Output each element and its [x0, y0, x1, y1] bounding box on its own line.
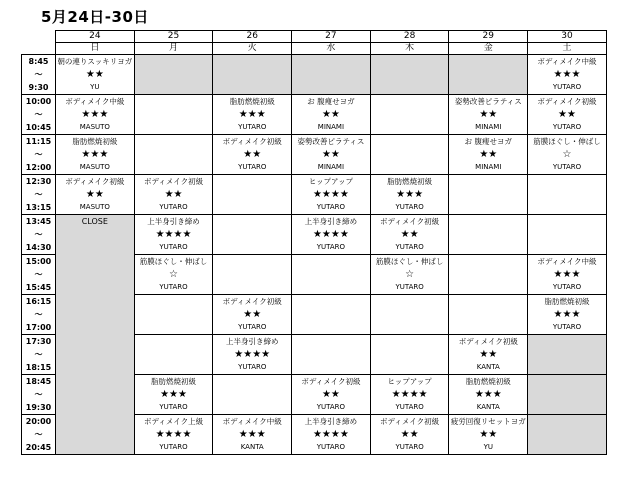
time-slot	[22, 295, 56, 335]
class-cell	[213, 135, 292, 175]
instructor-name: YUTARO	[552, 123, 582, 131]
empty-cell	[213, 175, 292, 215]
class-name: ボディメイク初級	[222, 297, 282, 306]
instructor-name: YUTARO	[395, 403, 424, 411]
instructor-name: YUTARO	[159, 243, 188, 251]
difficulty-stars: ★★	[558, 109, 576, 120]
empty-cell	[134, 95, 213, 135]
class-cell	[292, 375, 371, 415]
instructor-name: YUTARO	[159, 403, 188, 411]
class-cell	[449, 335, 528, 375]
page-title: 5月24日-30日	[41, 8, 149, 26]
class-cell	[370, 255, 449, 295]
class-cell	[449, 415, 528, 455]
empty-cell	[449, 175, 528, 215]
empty-cell	[213, 215, 292, 255]
difficulty-stars: ★★	[321, 109, 340, 120]
empty-cell	[134, 335, 213, 375]
instructor-name: MASUTO	[79, 203, 110, 211]
closed-cell	[528, 415, 607, 455]
date-header-row	[22, 31, 607, 43]
time-sep: ～	[34, 390, 43, 399]
closed-cell	[370, 55, 449, 95]
difficulty-stars: ★★★★	[312, 189, 349, 200]
instructor-name: YUTARO	[159, 443, 188, 451]
instructor-name: YUTARO	[552, 163, 582, 171]
class-name: 脂肪燃焼初級	[151, 377, 197, 386]
instructor-name: YUTARO	[316, 243, 346, 251]
class-cell	[134, 215, 213, 255]
weekday-header: 土	[528, 43, 607, 55]
instructor-name: YUTARO	[316, 403, 346, 411]
closed-cell	[449, 55, 528, 95]
difficulty-stars: ★★★★	[312, 229, 349, 240]
class-cell	[213, 415, 292, 455]
time-slot	[22, 375, 56, 415]
instructor-name: YU	[483, 443, 493, 451]
time-sep: ～	[34, 190, 43, 199]
class-name: 脂肪燃焼初級	[465, 377, 511, 386]
class-name: 姿勢改善ピラティス	[454, 97, 522, 106]
closed-cell	[528, 335, 607, 375]
class-cell	[370, 175, 449, 215]
weekday-header: 水	[292, 43, 371, 55]
instructor-name: YUTARO	[238, 123, 267, 131]
time-start: 18:45	[25, 377, 52, 386]
instructor-name: YUTARO	[395, 243, 424, 251]
instructor-name: YUTARO	[238, 323, 267, 331]
closed-cell	[134, 55, 213, 95]
empty-cell	[528, 215, 607, 255]
class-name: 上半身引き締め	[147, 217, 200, 226]
class-name: 朝の連りスッキリヨガ	[57, 57, 133, 66]
difficulty-stars: ★★	[400, 429, 419, 440]
class-name: ボディメイク初級	[458, 337, 518, 346]
time-sep: ～	[34, 350, 43, 359]
time-start: 15:00	[25, 257, 52, 266]
class-cell	[56, 55, 135, 95]
difficulty-stars: ★★	[243, 309, 262, 320]
schedule-table	[21, 30, 607, 455]
time-end: 17:00	[25, 323, 52, 332]
time-end: 14:30	[25, 243, 52, 252]
instructor-name: YUTARO	[395, 443, 424, 451]
difficulty-stars: ★★★	[160, 389, 187, 400]
instructor-name: YUTARO	[238, 363, 267, 371]
class-name: 筋膜ほぐし・伸ばし	[375, 257, 444, 266]
class-cell	[370, 215, 449, 255]
weekday-header: 木	[370, 43, 449, 55]
date-header: 25	[134, 31, 213, 43]
table-row	[22, 95, 607, 135]
table-row	[22, 175, 607, 215]
difficulty-stars: ☆	[169, 269, 179, 280]
difficulty-stars: ★★	[243, 149, 262, 160]
class-cell	[528, 255, 607, 295]
empty-cell	[449, 255, 528, 295]
header-corner	[22, 43, 56, 55]
class-name: 脂肪燃焼初級	[72, 137, 118, 146]
time-end: 10:45	[25, 123, 52, 132]
class-cell	[134, 375, 213, 415]
difficulty-stars: ★★	[479, 109, 498, 120]
instructor-name: YUTARO	[552, 323, 582, 331]
header-corner	[22, 31, 56, 43]
class-cell	[292, 415, 371, 455]
empty-cell	[292, 255, 371, 295]
instructor-name: YUTARO	[316, 203, 346, 211]
class-cell	[370, 415, 449, 455]
class-name: ボディメイク初級	[380, 217, 440, 226]
class-name: 脂肪燃焼初級	[229, 97, 275, 106]
time-slot	[22, 135, 56, 175]
class-name: 上半身引き締め	[225, 337, 279, 346]
class-cell	[56, 175, 135, 215]
time-end: 13:15	[25, 203, 52, 212]
weekday-header: 日	[56, 43, 135, 55]
difficulty-stars: ★★	[85, 69, 104, 80]
instructor-name: MINAMI	[475, 123, 502, 131]
time-end: 15:45	[25, 283, 52, 292]
class-name: ヒップアップ	[387, 377, 432, 386]
difficulty-stars: ★★	[321, 149, 340, 160]
table-row	[22, 135, 607, 175]
class-name: ヒップアップ	[308, 177, 354, 186]
closed-cell	[213, 55, 292, 95]
class-name: ボディメイク初級	[65, 177, 125, 186]
difficulty-stars: ★★	[479, 349, 498, 360]
date-header: 26	[213, 31, 292, 43]
difficulty-stars: ★★	[479, 429, 498, 440]
time-sep: ～	[34, 110, 43, 119]
difficulty-stars: ☆	[405, 269, 415, 280]
time-slot	[22, 175, 56, 215]
table-row	[22, 55, 607, 95]
empty-cell	[370, 295, 449, 335]
instructor-name: YUTARO	[395, 283, 424, 291]
time-slot	[22, 255, 56, 295]
empty-cell	[134, 295, 213, 335]
table-row	[22, 215, 607, 255]
class-name: ボディメイク初級	[143, 177, 204, 186]
difficulty-stars: ★★★	[238, 109, 266, 120]
time-slot	[22, 335, 56, 375]
instructor-name: KANTA	[240, 443, 264, 451]
class-name: 上半身引き締め	[304, 417, 358, 426]
empty-cell	[213, 255, 292, 295]
class-name: 上半身引き締め	[304, 217, 358, 226]
class-cell	[134, 415, 213, 455]
difficulty-stars: ★★★	[81, 109, 109, 120]
instructor-name: YUTARO	[159, 283, 188, 291]
instructor-name: MINAMI	[317, 163, 345, 171]
time-start: 17:30	[25, 337, 52, 346]
class-name: ボディメイク中級	[65, 97, 125, 106]
instructor-name: MINAMI	[317, 123, 345, 131]
time-start: 10:00	[25, 97, 52, 106]
time-end: 18:15	[25, 363, 52, 372]
class-name: お 腹痩せヨガ	[464, 137, 512, 146]
difficulty-stars: ☆	[562, 149, 572, 160]
time-sep: ～	[34, 150, 43, 159]
class-cell	[528, 295, 607, 335]
instructor-name: MINAMI	[475, 163, 502, 171]
class-name: ボディメイク初級	[222, 137, 282, 146]
date-header: 30	[528, 31, 607, 43]
class-name: 筋膜ほぐし・伸ばし	[139, 257, 208, 266]
difficulty-stars: ★★★	[553, 269, 581, 280]
date-header: 29	[449, 31, 528, 43]
instructor-name: YUTARO	[316, 443, 346, 451]
class-cell	[292, 135, 371, 175]
empty-cell	[134, 135, 213, 175]
weekday-header-row	[22, 43, 607, 55]
time-end: 20:45	[25, 443, 52, 452]
class-cell	[449, 135, 528, 175]
closed-cell	[292, 55, 371, 95]
empty-cell	[370, 335, 449, 375]
class-cell	[56, 95, 135, 135]
class-cell	[213, 295, 292, 335]
difficulty-stars: ★★★	[238, 429, 266, 440]
class-cell	[134, 255, 213, 295]
time-start: 11:15	[25, 137, 52, 146]
class-cell	[56, 135, 135, 175]
class-name: ボディメイク中級	[222, 417, 282, 426]
class-cell	[449, 95, 528, 135]
class-name: 疲労回復リセットヨガ	[450, 417, 526, 426]
weekday-header: 火	[213, 43, 292, 55]
class-name: ボディメイク上級	[143, 417, 204, 426]
class-name: ボディメイク中級	[537, 57, 597, 66]
time-sep: ～	[34, 70, 43, 79]
difficulty-stars: ★★★	[553, 69, 581, 80]
empty-cell	[292, 295, 371, 335]
class-cell	[528, 135, 607, 175]
class-name: 筋膜ほぐし・伸ばし	[533, 137, 601, 146]
time-start: 12:30	[25, 177, 52, 186]
time-sep: ～	[34, 230, 43, 239]
empty-cell	[449, 215, 528, 255]
instructor-name: KANTA	[476, 363, 500, 371]
class-cell	[213, 335, 292, 375]
empty-cell	[292, 335, 371, 375]
time-end: 9:30	[28, 83, 49, 92]
difficulty-stars: ★★★	[81, 149, 109, 160]
difficulty-stars: ★★	[321, 389, 340, 400]
empty-cell	[370, 135, 449, 175]
class-name: 姿勢改善ピラティス	[297, 137, 365, 146]
time-end: 12:00	[25, 163, 52, 172]
weekday-header: 金	[449, 43, 528, 55]
time-slot	[22, 415, 56, 455]
closed-cell	[528, 375, 607, 415]
difficulty-stars: ★★	[164, 189, 183, 200]
instructor-name: YUTARO	[395, 203, 424, 211]
difficulty-stars: ★★★★	[391, 389, 428, 400]
instructor-name: YUTARO	[238, 163, 267, 171]
time-sep: ～	[34, 430, 43, 439]
class-name: ボディメイク初級	[537, 97, 597, 106]
class-name: 脂肪燃焼初級	[387, 177, 433, 186]
time-start: 13:45	[25, 217, 52, 226]
difficulty-stars: ★★	[479, 149, 498, 160]
class-cell	[134, 175, 213, 215]
class-cell	[370, 375, 449, 415]
class-name: ボディメイク初級	[301, 377, 361, 386]
time-start: 16:15	[25, 297, 52, 306]
class-name: 脂肪燃焼初級	[544, 297, 590, 306]
class-name: ボディメイク初級	[380, 417, 440, 426]
instructor-name: YUTARO	[159, 203, 188, 211]
instructor-name: KANTA	[476, 403, 500, 411]
class-cell	[292, 175, 371, 215]
class-cell	[528, 55, 607, 95]
time-start: 8:45	[28, 57, 49, 66]
closed-label: CLOSE	[81, 217, 108, 226]
time-sep: ～	[34, 310, 43, 319]
empty-cell	[528, 175, 607, 215]
weekday-header: 月	[134, 43, 213, 55]
date-header: 27	[292, 31, 371, 43]
time-start: 20:00	[25, 417, 52, 426]
class-name: お 腹痩せヨガ	[307, 97, 355, 106]
date-header: 28	[370, 31, 449, 43]
time-slot	[22, 95, 56, 135]
difficulty-stars: ★★★	[553, 309, 581, 320]
difficulty-stars: ★★	[400, 229, 419, 240]
empty-cell	[449, 295, 528, 335]
difficulty-stars: ★★★★	[155, 429, 192, 440]
class-cell	[292, 95, 371, 135]
difficulty-stars: ★★	[85, 189, 104, 200]
class-cell	[292, 215, 371, 255]
time-sep: ～	[34, 270, 43, 279]
class-cell	[213, 95, 292, 135]
instructor-name: YUTARO	[552, 283, 582, 291]
class-cell	[528, 95, 607, 135]
closed-block	[56, 215, 135, 455]
difficulty-stars: ★★★★	[312, 429, 349, 440]
instructor-name: YUTARO	[552, 83, 582, 91]
difficulty-stars: ★★★★	[234, 349, 271, 360]
time-end: 19:30	[25, 403, 52, 412]
difficulty-stars: ★★★★	[155, 229, 192, 240]
time-slot	[22, 55, 56, 95]
instructor-name: MASUTO	[79, 123, 110, 131]
date-header: 24	[56, 31, 135, 43]
time-slot	[22, 215, 56, 255]
class-cell	[449, 375, 528, 415]
instructor-name: YU	[90, 83, 100, 91]
empty-cell	[213, 375, 292, 415]
instructor-name: MASUTO	[79, 163, 110, 171]
class-name: ボディメイク中級	[537, 257, 597, 266]
difficulty-stars: ★★★	[396, 189, 424, 200]
difficulty-stars: ★★★	[474, 389, 502, 400]
empty-cell	[370, 95, 449, 135]
